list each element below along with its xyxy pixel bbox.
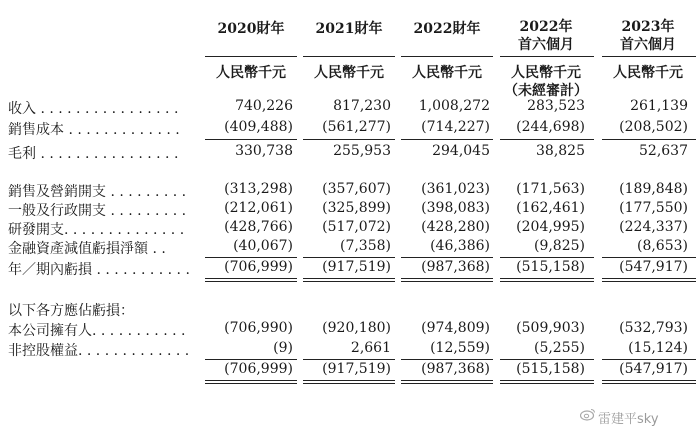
row-selling-marketing-value: (171,563) bbox=[516, 181, 585, 197]
unit-label-3: 人民幣千元 bbox=[412, 65, 482, 81]
column-header-2022-h1-line1: 2022年 bbox=[519, 19, 573, 35]
loss-double-rule-3 bbox=[401, 278, 493, 282]
row-cost-of-sales-value: (561,277) bbox=[322, 119, 391, 135]
column-header-2023-h1-line1: 2023年 bbox=[621, 19, 675, 35]
column-header-2022 bbox=[401, 20, 493, 38]
row-gross-profit-value: 255,953 bbox=[333, 143, 391, 159]
column-header-2022-line2: 2022財年 bbox=[413, 21, 481, 37]
row-label-cost-of-sales: 銷售成本 . . . . . . . . . . . . . bbox=[8, 122, 180, 138]
row-rnd-value: (204,995) bbox=[516, 219, 585, 235]
row-label-general-admin: 一般及行政開支 . . . . . . . . . bbox=[8, 203, 187, 219]
row-loss-for-period-value: (917,519) bbox=[322, 259, 391, 275]
row-cost-of-sales-value: (244,698) bbox=[516, 119, 585, 135]
total-rule-2 bbox=[303, 359, 395, 360]
column-header-2020-line2: 2020財年 bbox=[217, 21, 285, 37]
column-header-2023-h1 bbox=[600, 18, 696, 54]
unaudited-note: （未經審計） bbox=[504, 83, 588, 99]
total-rule-1 bbox=[205, 359, 297, 360]
row-non-controlling-value: (15,124) bbox=[628, 340, 688, 356]
row-selling-marketing-value: (313,298) bbox=[224, 181, 293, 197]
weibo-icon bbox=[580, 407, 596, 421]
row-loss-for-period-value: (515,158) bbox=[516, 259, 585, 275]
row-rnd-value: (517,072) bbox=[322, 219, 391, 235]
row-total-value: (547,917) bbox=[619, 361, 688, 377]
row-cost-of-sales-value: (714,227) bbox=[421, 119, 490, 135]
row-impairment-value: (7,358) bbox=[339, 238, 391, 254]
row-loss-for-period-value: (706,999) bbox=[224, 259, 293, 275]
total-double-rule-2 bbox=[303, 380, 395, 384]
row-rnd-value: (428,766) bbox=[224, 219, 293, 235]
column-header-2021-line2: 2021財年 bbox=[315, 21, 383, 37]
header-rule-4 bbox=[500, 56, 594, 57]
row-label-selling-marketing: 銷售及營銷開支 . . . . . . . . . bbox=[8, 184, 187, 200]
header-rule-5 bbox=[602, 56, 696, 57]
row-label-non-controlling: 非控股權益. . . . . . . . . . . . . bbox=[8, 343, 190, 359]
column-header-2021 bbox=[303, 20, 395, 38]
row-total-value: (515,158) bbox=[516, 361, 585, 377]
row-non-controlling-value: 2,661 bbox=[350, 340, 391, 356]
unit-label-1: 人民幣千元 bbox=[216, 65, 286, 81]
total-rule-5 bbox=[602, 359, 696, 360]
row-revenue-value: 283,523 bbox=[527, 98, 585, 114]
column-header-2022-h1 bbox=[498, 18, 594, 54]
row-revenue-value: 1,008,272 bbox=[418, 98, 490, 114]
column-header-2023-h1-line2: 首六個月 bbox=[620, 37, 676, 53]
row-impairment-value: (8,653) bbox=[636, 238, 688, 254]
row-label-impairment: 金融資產減值虧損淨額 . . bbox=[8, 241, 166, 257]
row-gross-profit-value: 52,637 bbox=[639, 143, 688, 159]
loss-double-rule-2 bbox=[303, 278, 395, 282]
row-label-rnd: 研發開支. . . . . . . . . . . . . . bbox=[8, 222, 185, 238]
row-total-value: (987,368) bbox=[421, 361, 490, 377]
row-gross-profit-value: 330,738 bbox=[235, 143, 293, 159]
row-rnd-value: (428,280) bbox=[421, 219, 490, 235]
unit-label-2: 人民幣千元 bbox=[314, 65, 384, 81]
subtotal-rule-1 bbox=[205, 139, 297, 140]
column-header-2022-h1-line2: 首六個月 bbox=[518, 37, 574, 53]
row-impairment-value: (9,825) bbox=[533, 238, 585, 254]
total-rule-4 bbox=[500, 359, 594, 360]
row-owners-value: (509,903) bbox=[516, 320, 585, 336]
loss-rule-3 bbox=[401, 257, 493, 258]
row-total-value: (917,519) bbox=[322, 361, 391, 377]
subtotal-rule-4 bbox=[500, 139, 594, 140]
row-label-gross-profit: 毛利 . . . . . . . . . . . . . . . . bbox=[8, 146, 179, 162]
loss-double-rule-4 bbox=[500, 278, 594, 282]
loss-rule-1 bbox=[205, 257, 297, 258]
loss-rule-5 bbox=[602, 257, 696, 258]
row-non-controlling-value: (5,255) bbox=[533, 340, 585, 356]
loss-rule-4 bbox=[500, 257, 594, 258]
row-owners-value: (920,180) bbox=[322, 320, 391, 336]
row-owners-value: (974,809) bbox=[421, 320, 490, 336]
header-rule-3 bbox=[401, 56, 493, 57]
unit-label-5: 人民幣千元 bbox=[613, 65, 683, 81]
row-selling-marketing-value: (357,607) bbox=[322, 181, 391, 197]
total-double-rule-1 bbox=[205, 380, 297, 384]
loss-double-rule-5 bbox=[602, 278, 696, 282]
subtotal-rule-2 bbox=[303, 139, 395, 140]
loss-double-rule-1 bbox=[205, 278, 297, 282]
row-selling-marketing-value: (189,848) bbox=[619, 181, 688, 197]
row-revenue-value: 740,226 bbox=[235, 98, 293, 114]
row-gross-profit-value: 38,825 bbox=[536, 143, 585, 159]
section-heading-loss-attributable: 以下各方應佔虧損： bbox=[8, 303, 134, 319]
watermark-text: 雷建平sky bbox=[598, 412, 659, 427]
total-double-rule-5 bbox=[602, 380, 696, 384]
row-non-controlling-value: (9) bbox=[273, 340, 293, 356]
row-revenue-value: 261,139 bbox=[630, 98, 688, 114]
row-general-admin-value: (162,461) bbox=[516, 200, 585, 216]
row-label-loss-for-period: 年／期內虧損 . . . . . . . . . . . bbox=[8, 262, 190, 278]
row-total-value: (706,999) bbox=[224, 361, 293, 377]
column-header-2020 bbox=[205, 20, 297, 38]
row-label-owners: 本公司擁有人. . . . . . . . . . . bbox=[8, 323, 186, 339]
row-loss-for-period-value: (547,917) bbox=[619, 259, 688, 275]
row-impairment-value: (46,386) bbox=[430, 238, 490, 254]
row-label-revenue: 收入 . . . . . . . . . . . . . . . . bbox=[8, 101, 179, 117]
total-double-rule-3 bbox=[401, 380, 493, 384]
loss-rule-2 bbox=[303, 257, 395, 258]
total-double-rule-4 bbox=[500, 380, 594, 384]
row-rnd-value: (224,337) bbox=[619, 219, 688, 235]
row-loss-for-period-value: (987,368) bbox=[421, 259, 490, 275]
total-rule-3 bbox=[401, 359, 493, 360]
row-general-admin-value: (177,550) bbox=[619, 200, 688, 216]
subtotal-rule-5 bbox=[602, 139, 696, 140]
row-revenue-value: 817,230 bbox=[333, 98, 391, 114]
header-rule-2 bbox=[303, 56, 395, 57]
row-selling-marketing-value: (361,023) bbox=[421, 181, 490, 197]
row-non-controlling-value: (12,559) bbox=[430, 340, 490, 356]
row-general-admin-value: (398,083) bbox=[421, 200, 490, 216]
row-owners-value: (532,793) bbox=[619, 320, 688, 336]
unit-label-4: 人民幣千元 bbox=[511, 65, 581, 81]
row-cost-of-sales-value: (409,488) bbox=[224, 119, 293, 135]
row-owners-value: (706,990) bbox=[224, 320, 293, 336]
row-general-admin-value: (212,061) bbox=[224, 200, 293, 216]
row-cost-of-sales-value: (208,502) bbox=[619, 119, 688, 135]
row-impairment-value: (40,067) bbox=[233, 238, 293, 254]
header-rule-1 bbox=[205, 56, 297, 57]
row-general-admin-value: (325,899) bbox=[322, 200, 391, 216]
row-gross-profit-value: 294,045 bbox=[432, 143, 490, 159]
subtotal-rule-3 bbox=[401, 139, 493, 140]
